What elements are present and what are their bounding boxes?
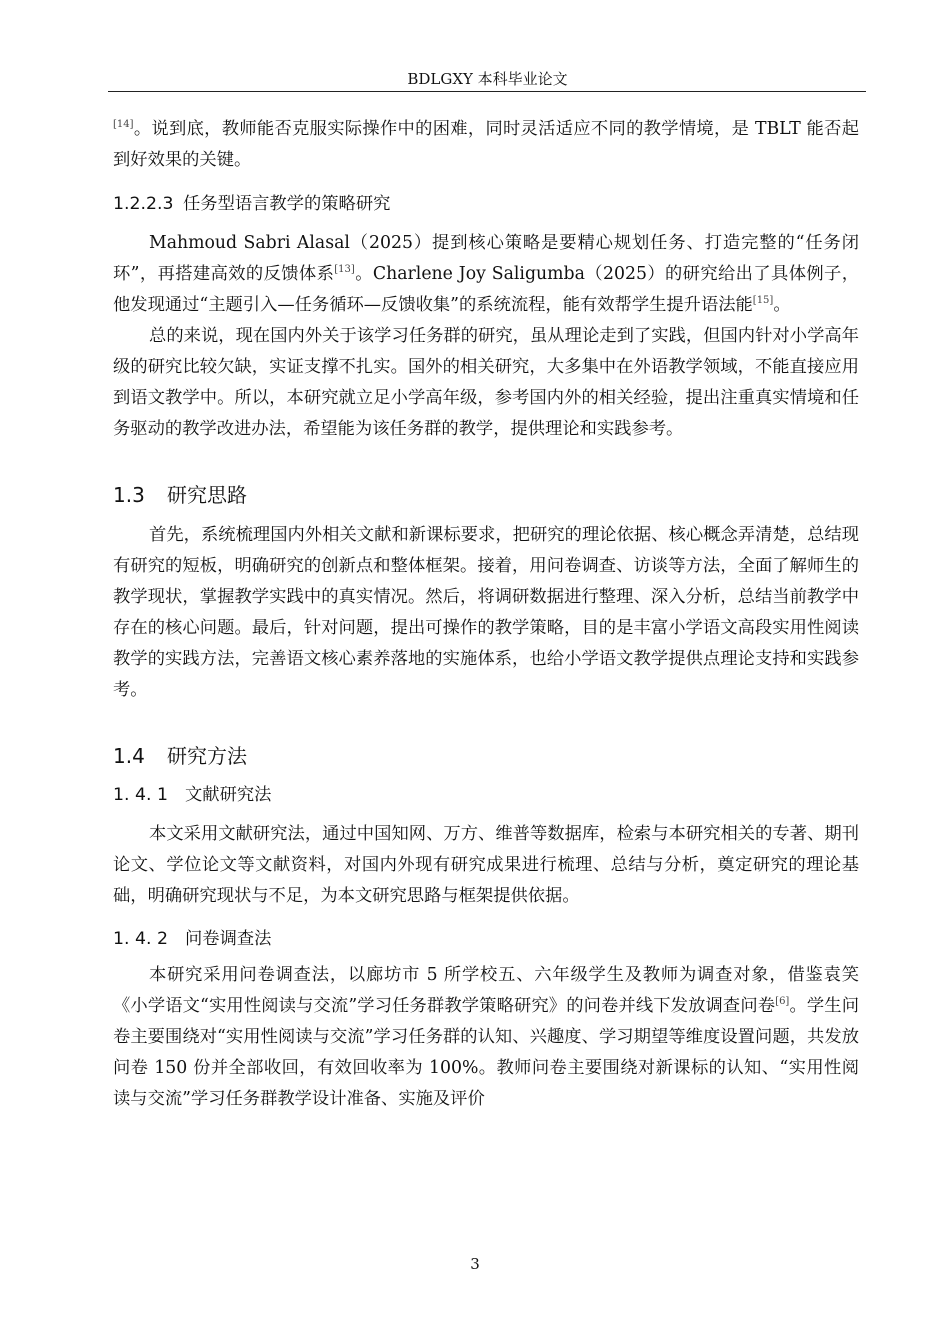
citation-ref[interactable]: [6] (775, 996, 790, 1007)
section-title: 研究方法 (167, 744, 247, 768)
section-title: 文献研究法 (185, 785, 272, 805)
page-body (113, 114, 859, 1115)
paragraph-text: 。 (773, 295, 791, 315)
paragraph-text: 。学生问卷主要围绕对“实用性阅读与交流”学习任务群的认知、兴趣度、学习期望等维度设置问题，共发放问卷 150 份并全部收回，有效回收率为 100%。教师问卷主要围绕对新课标的认知、“实用性阅读与交流”学习任务群教学设计准备、实施及评价 (113, 996, 859, 1109)
paragraph-questionnaire-method (113, 960, 859, 1115)
section-number: 1. 4. 2 (113, 929, 168, 949)
section-heading-1-2-2-3 (113, 189, 859, 220)
paragraph-continuation (113, 114, 859, 176)
section-heading-1-3 (113, 479, 859, 511)
section-title: 研究思路 (167, 483, 247, 507)
section-number: 1.3 (113, 483, 145, 507)
section-heading-1-4-1 (113, 780, 859, 811)
paragraph-text: 本研究采用问卷调查法，以廊坊市 5 所学校五、六年级学生及教师为调查对象，借鉴袁笑《小学语文“实用性阅读与交流”学习任务群教学策略研究》的问卷并线下发放调查问卷 (113, 965, 859, 1016)
header-rule (108, 91, 866, 92)
paragraph-text: Mahmoud Sabri Alasal（2025）提到核心策略是要精心规划任务、打造完整的“任务闭环”，再搭建高效的反馈体系 (113, 233, 859, 284)
section-title: 问卷调查法 (185, 929, 272, 949)
section-number: 1.4 (113, 744, 145, 768)
section-heading-1-4-2 (113, 924, 859, 955)
paragraph-research-approach: 首先，系统梳理国内外相关文献和新课标要求，把研究的理论依据、核心概念弄清楚，总结现有研究的短板，明确研究的创新点和整体框架。接着，用问卷调查、访谈等方法，全面了解师生的教学现状，掌握教学实践中的真实情况。然后，将调研数据进行整理、深入分析，总结当前教学中存在的核心问题。最后，针对问题，提出可操作的教学策略，目的是丰富小学语文高段实用性阅读教学的实践方法，完善语文核心素养落地的实施体系，也给小学语文教学提供点理论支持和实践参考。 (113, 525, 859, 700)
section-title: 任务型语言教学的策略研究 (183, 194, 391, 214)
paragraph-summary: 总的来说，现在国内外关于该学习任务群的研究，虽从理论走到了实践，但国内针对小学高年级的研究比较欠缺，实证支撑不扎实。国外的相关研究，大多集中在外语教学领域，不能直接应用到语文教学中。所以，本研究就立足小学高年级，参考国内外的相关经验，提出注重真实情境和任务驱动的教学改进办法，希望能为该任务群的教学，提供理论和实践参考。 (113, 326, 859, 439)
section-number: 1.2.2.3 (113, 194, 174, 214)
section-heading-1-4 (113, 740, 859, 772)
citation-ref[interactable]: [14] (113, 119, 134, 130)
paragraph-text: 。说到底，教师能否克服实际操作中的困难，同时灵活适应不同的教学情境，是 TBLT 能否起到好效果的关键。 (113, 119, 859, 170)
citation-ref[interactable]: [13] (334, 264, 355, 275)
citation-ref[interactable]: [15] (752, 295, 774, 306)
paragraph-literature-method: 本文采用文献研究法，通过中国知网、万方、维普等数据库，检索与本研究相关的专著、期刊论文、学位论文等文献资料，对国内外现有研究成果进行梳理、总结与分析，奠定研究的理论基础，明确研究现状与不足，为本文研究思路与框架提供依据。 (113, 824, 859, 906)
page-number: 3 (470, 1255, 480, 1273)
running-header: BDLGXY 本科毕业论文 (407, 70, 568, 88)
paragraph-text: 。Charlene Joy Saligumba（2025）的研究给出了具体例子，他发现通过“主题引入—任务循环—反馈收集”的系统流程，能有效帮学生提升语法能 (113, 264, 859, 315)
paragraph-strategy (113, 228, 859, 321)
section-number: 1. 4. 1 (113, 785, 168, 805)
